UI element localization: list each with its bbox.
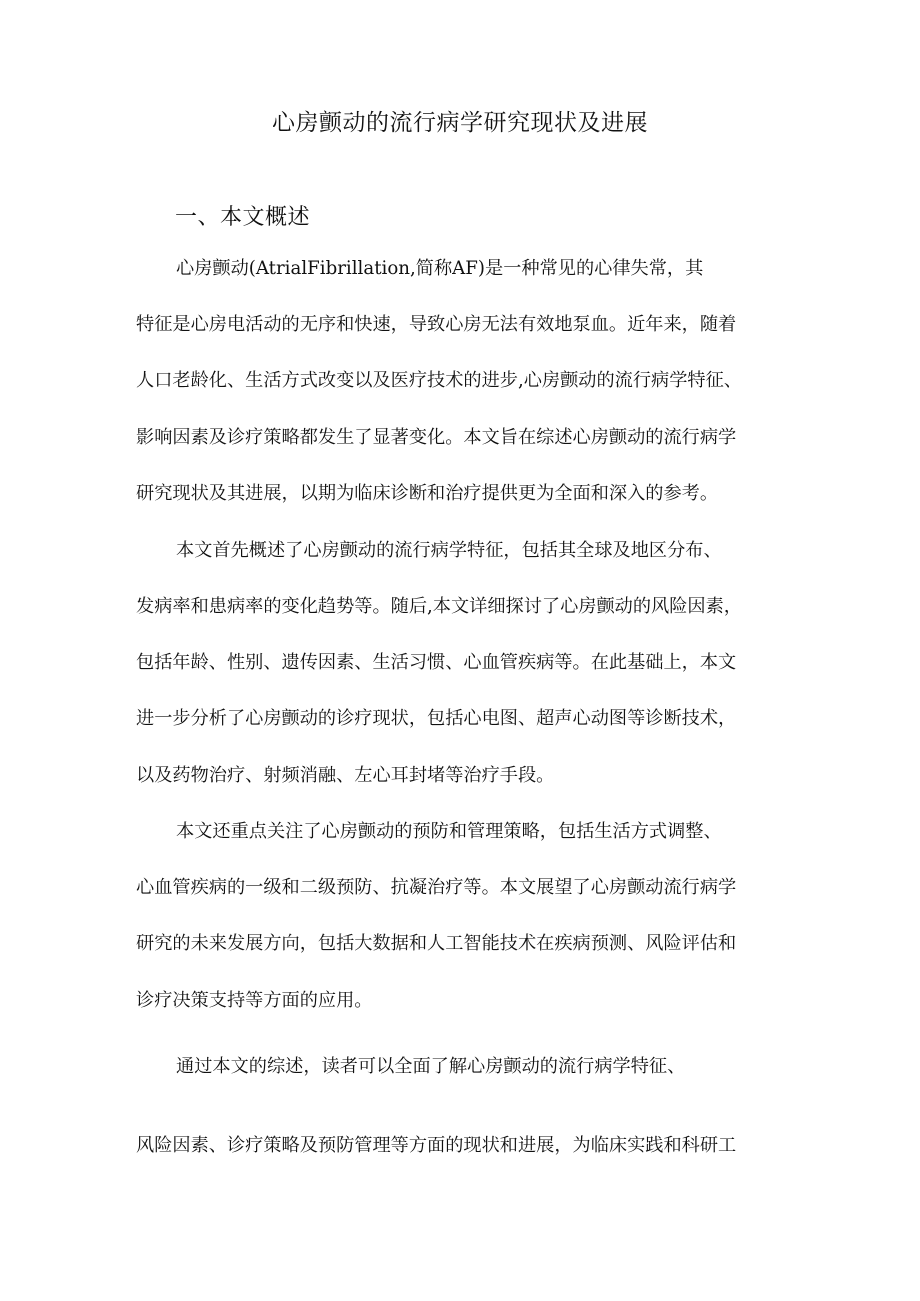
paragraph-line: 风险因素、诊疗策略及预防管理等方面的现状和进展，为临床实践和科研工 — [136, 1135, 737, 1156]
paragraph-line: 研究现状及其进展，以期为临床诊断和治疗提供更为全面和深入的参考。 — [136, 483, 719, 504]
paragraph-line: 本文还重点关注了心房颤动的预防和管理策略，包括生活方式调整、 — [176, 821, 722, 842]
section-heading: 一、本文概述 — [175, 205, 311, 230]
document-title: 心房颤动的流行病学研究现状及进展 — [272, 110, 648, 136]
paragraph-line: 心房颤动(AtrialFibrillation,简称AF)是一种常见的心律失常，其 — [176, 258, 704, 279]
paragraph-line: 特征是心房电活动的无序和快速，导致心房无法有效地泵血。近年来，随着 — [136, 314, 737, 335]
paragraph-line: 以及药物治疗、射频消融、左心耳封堵等治疗手段。 — [136, 765, 555, 786]
paragraph-line: 影响因素及诊疗策略都发生了显著变化。本文旨在综述心房颤动的流行病学 — [136, 427, 737, 448]
paragraph-line: 通过本文的综述，读者可以全面了解心房颤动的流行病学特征、 — [176, 1056, 686, 1077]
paragraph-line: 包括年龄、性别、遗传因素、生活习惯、心血管疾病等。在此基础上，本文 — [136, 652, 737, 673]
paragraph-line: 研究的未来发展方向，包括大数据和人工智能技术在疾病预测、风险评估和 — [136, 933, 737, 954]
paragraph-line: 人口老龄化、生活方式改变以及医疗技术的进步,心房颤动的流行病学特征、 — [136, 370, 742, 391]
paragraph-line: 诊疗决策支持等方面的应用。 — [136, 990, 373, 1011]
paragraph-line: 心血管疾病的一级和二级预防、抗凝治疗等。本文展望了心房颤动流行病学 — [136, 877, 737, 898]
paragraph-line: 本文首先概述了心房颤动的流行病学特征，包括其全球及地区分布、 — [176, 540, 722, 561]
paragraph-line: 进一步分析了心房颤动的诊疗现状，包括心电图、超声心动图等诊断技术， — [136, 708, 737, 729]
paragraph-line: 发病率和患病率的变化趋势等。随后,本文详细探讨了心房颤动的风险因素， — [136, 596, 742, 617]
